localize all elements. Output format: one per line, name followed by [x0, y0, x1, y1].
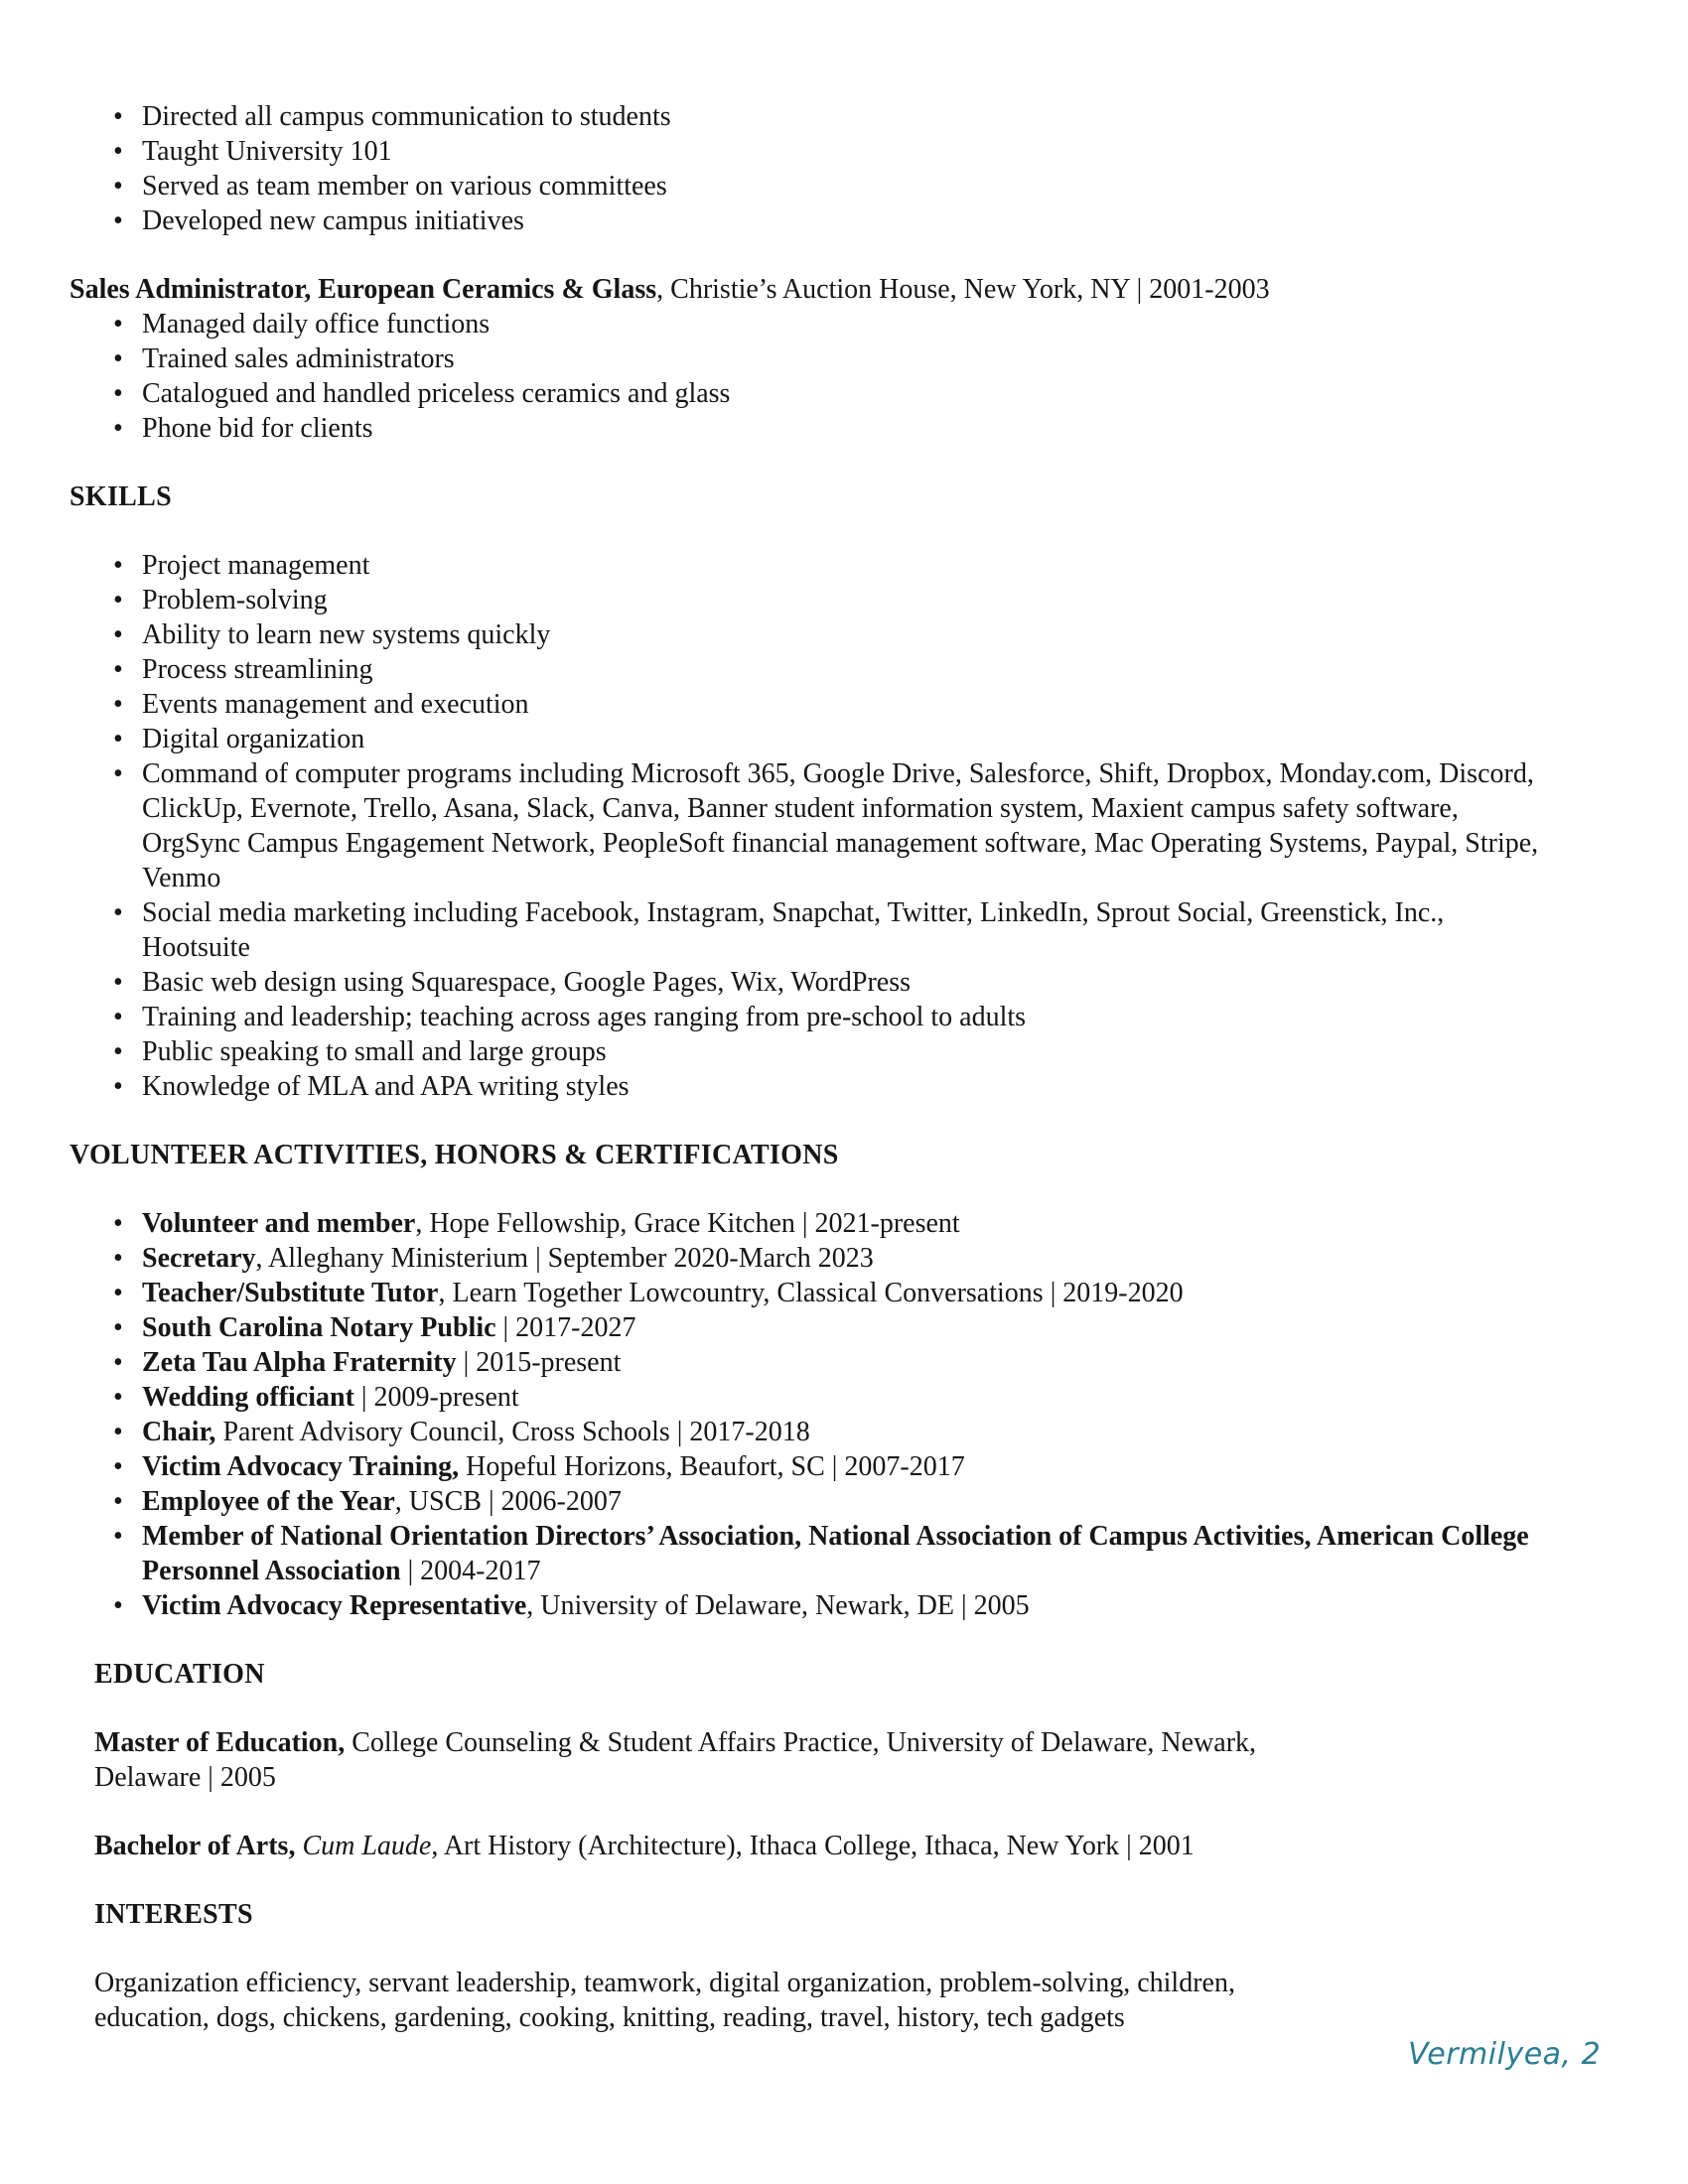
- bullet-item: • Public speaking to small and large groups: [111, 1034, 1554, 1069]
- volunteer-heading: VOLUNTEER ACTIVITIES, HONORS & CERTIFICATIONS: [70, 1140, 839, 1170]
- bullet-item-bold: South Carolina Notary Public: [142, 1312, 496, 1343]
- skills-heading: SKILLS: [70, 481, 172, 512]
- bullet-item-bold: Zeta Tau Alpha Fraternity: [142, 1347, 457, 1378]
- bullet-item: • Managed daily office functions: [111, 307, 1554, 341]
- interests-text: [94, 1966, 1554, 2035]
- education-bachelors-honors: Cum Laude: [295, 1831, 432, 1861]
- bullet-item: • Developed new campus initiatives: [111, 204, 1554, 238]
- bullet-item-bold: Victim Advocacy Training,: [142, 1451, 460, 1482]
- bullet-item: • Training and leadership; teaching across ages ranging from pre-school to adults: [111, 1000, 1554, 1034]
- education-entry-masters: [94, 1725, 1554, 1795]
- bullet-item: • Basic web design using Squarespace, Google Pages, Wix, WordPress: [111, 965, 1554, 1000]
- bullet-item: • Wedding officiant | 2009-present: [111, 1380, 1554, 1415]
- education-bachelors-detail: , Art History (Architecture), Ithaca College, Ithaca, New York | 2001: [431, 1831, 1195, 1861]
- education-masters-detail-line1: College Counseling & Student Affairs Practice, University of Delaware, Newark,: [345, 1727, 1257, 1758]
- bullet-item-bold: Volunteer and member: [142, 1208, 416, 1239]
- education-heading: EDUCATION: [94, 1659, 265, 1690]
- bullet-item-bold: Secretary: [142, 1243, 256, 1274]
- bullet-item: • South Carolina Notary Public | 2017-2027: [111, 1310, 1554, 1345]
- sales-role-title-line: [70, 272, 1554, 307]
- spacer: [70, 1104, 1554, 1138]
- skills-bullet-list: [70, 548, 1554, 1104]
- bullet-item-bold: Chair,: [142, 1417, 216, 1447]
- bullet-item: • Social media marketing including Facebook, Instagram, Snapchat, Twitter, LinkedIn, Sprout Social, Greenstick, Inc., Hootsuite: [111, 895, 1554, 965]
- spacer: [70, 1623, 1554, 1657]
- spacer: [70, 446, 1554, 479]
- volunteer-bullet-list: [70, 1206, 1554, 1623]
- bullet-item: • Secretary, Alleghany Ministerium | September 2020-March 2023: [111, 1241, 1554, 1276]
- page-signature: Vermilyea, 2: [1408, 2037, 1602, 2072]
- bullet-item-bold: Employee of the Year: [142, 1486, 395, 1517]
- bullet-item: • Knowledge of MLA and APA writing styles: [111, 1069, 1554, 1104]
- education-masters-detail-line2: Delaware | 2005: [94, 1762, 276, 1793]
- sales-role-title-rest: , Christie’s Auction House, New York, NY | 2001-2003: [656, 274, 1270, 305]
- spacer: [70, 514, 1554, 548]
- bullet-item: • Employee of the Year, USCB | 2006-2007: [111, 1484, 1554, 1519]
- bullet-item: • Directed all campus communication to students: [111, 99, 1554, 134]
- bullet-item: • Project management: [111, 548, 1554, 583]
- bullet-item-bold: Victim Advocacy Representative: [142, 1590, 527, 1621]
- interests-line1: Organization efficiency, servant leadership, teamwork, digital organization, problem-solving, children,: [94, 1968, 1235, 1998]
- bullet-item: • Events management and execution: [111, 687, 1554, 722]
- education-bachelors-degree: Bachelor of Arts,: [94, 1831, 296, 1861]
- bullet-item: • Chair, Parent Advisory Council, Cross Schools | 2017-2018: [111, 1415, 1554, 1449]
- bullet-item: • Command of computer programs including Microsoft 365, Google Drive, Salesforce, Shift, Dropbox, Monday.com, Discord, ClickUp, Evernote, Trello, Asana, Slack, Canva, Banner student information system, Maxient campus safety software, OrgSync Campus Engagement Network, PeopleSoft financial management software, Mac Operating Systems, Paypal, Stripe, Venmo: [111, 756, 1554, 895]
- bullet-item: • Catalogued and handled priceless ceramics and glass: [111, 376, 1554, 411]
- bullet-item: • Victim Advocacy Representative, University of Delaware, Newark, DE | 2005: [111, 1588, 1554, 1623]
- bullet-item: • Taught University 101: [111, 134, 1554, 169]
- education-entry-bachelors: [94, 1829, 1554, 1863]
- interests-heading: INTERESTS: [94, 1899, 253, 1930]
- spacer: [94, 1863, 1554, 1897]
- sales-role-bullet-list: [70, 307, 1554, 446]
- bullet-item: • Ability to learn new systems quickly: [111, 617, 1554, 652]
- bullet-item-bold: Teacher/Substitute Tutor: [142, 1278, 439, 1308]
- bullet-item: • Zeta Tau Alpha Fraternity | 2015-present: [111, 1345, 1554, 1380]
- spacer: [94, 1795, 1554, 1829]
- sales-role-title-bold: Sales Administrator, European Ceramics & Glass: [70, 274, 657, 305]
- bullet-item: • Trained sales administrators: [111, 341, 1554, 376]
- spacer: [70, 238, 1554, 272]
- prior-role-bullet-list: [70, 99, 1554, 238]
- bullet-item: • Phone bid for clients: [111, 411, 1554, 446]
- education-interests-block: [94, 1657, 1554, 2035]
- bullet-item: • Served as team member on various committees: [111, 169, 1554, 204]
- bullet-item: • Process streamlining: [111, 652, 1554, 687]
- education-masters-degree: Master of Education,: [94, 1727, 346, 1758]
- spacer: [94, 1692, 1554, 1725]
- bullet-item-bold: Wedding officiant: [142, 1382, 354, 1413]
- bullet-item: • Member of National Orientation Directors’ Association, National Association of Campus Activities, American College Personnel Association | 2004-2017: [111, 1519, 1554, 1588]
- bullet-item: • Digital organization: [111, 722, 1554, 756]
- interests-line2: education, dogs, chickens, gardening, cooking, knitting, reading, travel, history, tech gadgets: [94, 2002, 1125, 2033]
- bullet-item: • Problem-solving: [111, 583, 1554, 617]
- spacer: [94, 1932, 1554, 1966]
- bullet-item: • Volunteer and member, Hope Fellowship, Grace Kitchen | 2021-present: [111, 1206, 1554, 1241]
- spacer: [70, 1172, 1554, 1206]
- bullet-item: • Victim Advocacy Training, Hopeful Horizons, Beaufort, SC | 2007-2017: [111, 1449, 1554, 1484]
- bullet-item: • Teacher/Substitute Tutor, Learn Together Lowcountry, Classical Conversations | 2019-2020: [111, 1276, 1554, 1310]
- bullet-item-bold: Member of National Orientation Directors’ Association, National Association of Campus Activities, American College Personnel Association: [142, 1521, 1529, 1586]
